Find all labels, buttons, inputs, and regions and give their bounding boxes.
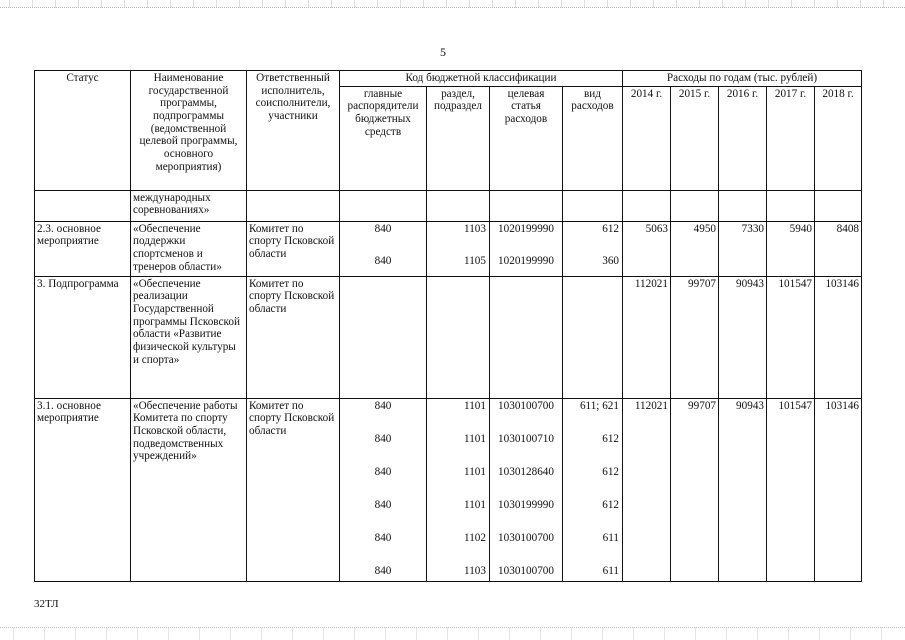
code-rzpr: 1103 [464,564,486,577]
row-status: 2.3. основное мероприятие [35,221,131,276]
table-row [35,276,862,398]
row-rzpr [427,190,490,221]
row-amount-2016 [719,190,767,221]
row-vr [563,398,623,581]
table-row [35,221,862,276]
row-name: «Обеспечение реализации Государственной программы Псковской области «Развитие физической культуры и спорта» [131,276,247,398]
code-vr: 611 [602,531,619,544]
code-rzpr: 1103 [464,222,486,235]
code-grbs: 840 [374,564,392,577]
row-csr [490,276,563,398]
code-rzpr: 1101 [464,498,486,511]
code-rzpr: 1101 [464,465,486,478]
code-csr: 1030100700 [498,399,554,412]
code-grbs: 840 [374,254,392,267]
header-kbk-rzpr: раздел, подраздел [427,86,490,190]
row-amount-2017: 101547 [767,276,815,398]
row-csr [490,398,563,581]
row-amount-2014 [623,190,671,221]
row-amount-2016: 90943 [719,276,767,398]
code-grbs: 840 [374,222,392,235]
code-grbs: 840 [374,498,392,511]
row-grbs [340,221,427,276]
code-rzpr: 1101 [464,399,486,412]
row-csr [490,190,563,221]
row-amount-2015: 4950 [671,221,719,276]
row-amount-2014: 112021 [623,276,671,398]
table-row [35,398,862,581]
row-name: «Обеспечение работы Комитета по спорту Псковской области, подведомственных учреждений» [131,398,247,581]
code-vr: 612 [602,498,619,511]
code-csr: 1030100700 [498,564,554,577]
code-grbs: 840 [374,465,392,478]
row-csr [490,221,563,276]
header-year-2017: 2017 г. [767,86,815,190]
table-row [35,190,862,221]
row-amount-2016: 7330 [719,221,767,276]
row-responsible: Комитет по спорту Псковской области [247,276,340,398]
scan-artifact-top [0,0,905,8]
header-expenses: Расходы по годам (тыс. рублей) [623,71,862,87]
row-amount-2018: 103146 [815,398,862,581]
row-amount-2017: 101547 [767,398,815,581]
header-year-2016: 2016 г. [719,86,767,190]
code-rzpr: 1101 [464,432,486,445]
row-amount-2018: 8408 [815,221,862,276]
header-row-1 [35,71,862,87]
row-amount-2016: 90943 [719,398,767,581]
row-name: международных соревнованиях» [131,190,247,221]
header-year-2015: 2015 г. [671,86,719,190]
code-vr: 612 [602,222,619,235]
code-grbs: 840 [374,432,392,445]
row-amount-2017: 5940 [767,221,815,276]
row-vr [563,190,623,221]
header-kbk-vr: вид расходов [563,86,623,190]
row-rzpr [427,398,490,581]
row-amount-2014: 5063 [623,221,671,276]
row-grbs [340,398,427,581]
row-responsible [247,190,340,221]
code-grbs: 840 [374,531,392,544]
code-csr: 1020199990 [498,254,554,267]
code-csr: 1030199990 [498,498,554,511]
header-year-2014: 2014 г. [623,86,671,190]
row-name: «Обеспечение поддержки спортсменов и тренеров области» [131,221,247,276]
code-rzpr: 1105 [464,254,486,267]
row-amount-2018 [815,190,862,221]
row-vr [563,221,623,276]
scan-artifact-bottom [0,627,905,640]
document-code: 32ТЛ [34,598,59,610]
row-amount-2015 [671,190,719,221]
header-name: Наименование государственной программы, подпрограммы (ведомственной целевой программы, основного мероприятия) [131,71,247,191]
row-amount-2015: 99707 [671,276,719,398]
row-rzpr [427,221,490,276]
row-responsible: Комитет по спорту Псковской области [247,221,340,276]
row-amount-2015: 99707 [671,398,719,581]
header-responsible: Ответственный исполнитель, соисполнители, участники [247,71,340,191]
header-kbk-grbs: главные распорядители бюджетных средств [340,86,427,190]
row-responsible: Комитет по спорту Псковской области [247,398,340,581]
row-status: 3.1. основное мероприятие [35,398,131,581]
code-csr: 1030100700 [498,531,554,544]
row-amount-2014: 112021 [623,398,671,581]
header-year-2018: 2018 г. [815,86,862,190]
code-vr: 360 [602,254,619,267]
row-rzpr [427,276,490,398]
page-number: 5 [440,45,446,59]
code-rzpr: 1102 [464,531,486,544]
header-kbk-csr: целевая статья расходов [490,86,563,190]
row-status: 3. Подпрограмма [35,276,131,398]
code-vr: 612 [602,432,619,445]
code-csr: 1030128640 [498,465,554,478]
row-grbs [340,276,427,398]
header-kbk: Код бюджетной классификации [340,71,623,87]
code-csr: 1030100710 [498,432,554,445]
code-vr: 612 [602,465,619,478]
row-vr [563,276,623,398]
row-amount-2017 [767,190,815,221]
row-amount-2018: 103146 [815,276,862,398]
code-vr: 611 [602,564,619,577]
header-status: Статус [35,71,131,191]
code-csr: 1020199990 [498,222,554,235]
row-status [35,190,131,221]
row-grbs [340,190,427,221]
budget-table [34,70,862,582]
code-vr: 611; 621 [579,399,619,412]
code-grbs: 840 [374,399,392,412]
